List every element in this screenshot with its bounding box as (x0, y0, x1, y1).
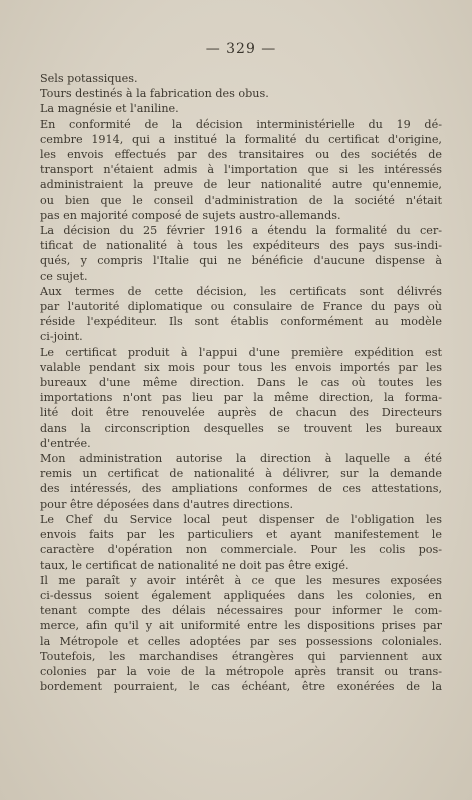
paragraph-line: ci-dessus soient également appliquées dans les colonies, en (40, 588, 442, 602)
paragraph-line: transport n'étaient admis à l'importation que si les intéressés (40, 163, 442, 177)
list-item: Sels potassiques. (40, 72, 138, 85)
list-item: La magnésie et l'aniline. (40, 102, 179, 116)
paragraph-line: En conformité de la décision interministérielle du 19 dé- (40, 117, 442, 131)
paragraph-line: merce, afin qu'il y ait uniformité entre les dispositions prises par (40, 619, 442, 633)
paragraph-line: colonies par la voie de la métropole après transit ou trans- (40, 664, 442, 678)
paragraph-line: caractère d'opération non commerciale. Pour les colis pos- (40, 543, 442, 557)
paragraph-line: qués, y compris l'Italie qui ne bénéficie d'aucune dispense à (40, 254, 442, 268)
paragraph-line: remis un certificat de nationalité à délivrer, sur la demande (40, 467, 442, 481)
paragraph-line: Mon administration autorise la direction à laquelle a été (40, 452, 442, 466)
paragraph-decision-1916 (40, 223, 442, 284)
paragraph-line: Le certificat produit à l'appui d'une première expédition est (40, 345, 442, 359)
paragraph-line: Aux termes de cette décision, les certificats sont délivrés (40, 284, 442, 298)
paragraph-line: la Métropole et celles adoptées par ses possessions coloniales. (40, 634, 442, 648)
paragraph-line: des intéressés, des ampliations conformes de ces attestations, (40, 482, 442, 496)
paragraph-line: bordement pourraient, le cas échéant, être exonérées de la (40, 680, 442, 694)
paragraph-validite-certificat (40, 345, 442, 451)
paragraph-line: valable pendant six mois pour tous les envois importés par les (40, 360, 442, 374)
paragraph-line: administraient la preuve de leur nationalité autre qu'ennemie, (40, 178, 442, 192)
page-number: — 329 — (205, 41, 277, 57)
paragraph-line: cembre 1914, qui a institué la formalité du certificat d'origine, (40, 132, 442, 146)
paragraph-line: envois faits par les particuliers et ayant manifestement le (40, 528, 442, 542)
paragraph-ampliations (40, 451, 442, 512)
paragraph-line: ou bien que le conseil d'administration de la société n'était (40, 193, 442, 207)
paragraph-line: Toutefois, les marchandises étrangères qui parviennent aux (40, 649, 442, 663)
paragraph-line: importations n'ont pas lieu par la même direction, la forma- (40, 391, 442, 405)
paragraph-line: réside l'expéditeur. Ils sont établis conformément au modèle (40, 315, 442, 329)
paragraph-line: Il me paraît y avoir intérêt à ce que les mesures exposées (40, 573, 442, 587)
paragraph-line: taux, le certificat de nationalité ne doit pas être exigé. (40, 558, 349, 572)
paragraph-line: dans la circonscription desquelles se trouvent les bureaux (40, 421, 442, 435)
paragraph-line: tenant compte des délais nécessaires pour informer le com- (40, 604, 442, 618)
paragraph-certificat-origine (40, 117, 442, 223)
paragraph-line: bureaux d'une même direction. Dans le cas où toutes les (40, 376, 442, 390)
paragraph-line: ci-joint. (40, 330, 83, 344)
paragraph-line: pas en majorité composé de sujets austro-allemands. (40, 208, 341, 222)
paragraph-colonies (40, 573, 442, 695)
paragraph-line: ce sujet. (40, 269, 88, 283)
document-text (40, 71, 442, 694)
paragraph-line: les envois effectués par des transitaires ou des sociétés de (40, 148, 442, 162)
paragraph-line: par l'autorité diplomatique ou consulaire de France du pays où (40, 300, 442, 314)
paragraph-line: d'entrée. (40, 436, 91, 450)
paragraph-line: pour être déposées dans d'autres directions. (40, 497, 294, 511)
paragraph-line: La décision du 25 février 1916 a étendu la formalité du cer- (40, 224, 442, 238)
list-item: Tours destinés à la fabrication des obus. (40, 87, 269, 101)
paragraph-dispense (40, 512, 442, 573)
paragraph-line: Le Chef du Service local peut dispenser de l'obligation les (40, 512, 442, 526)
paragraph-termes-decision (40, 284, 442, 345)
paragraph-line: lité doit être renouvelée auprès de chacun des Directeurs (40, 406, 442, 420)
paragraph-line: tificat de nationalité à tous les expéditeurs des pays sus-indi- (40, 239, 442, 253)
